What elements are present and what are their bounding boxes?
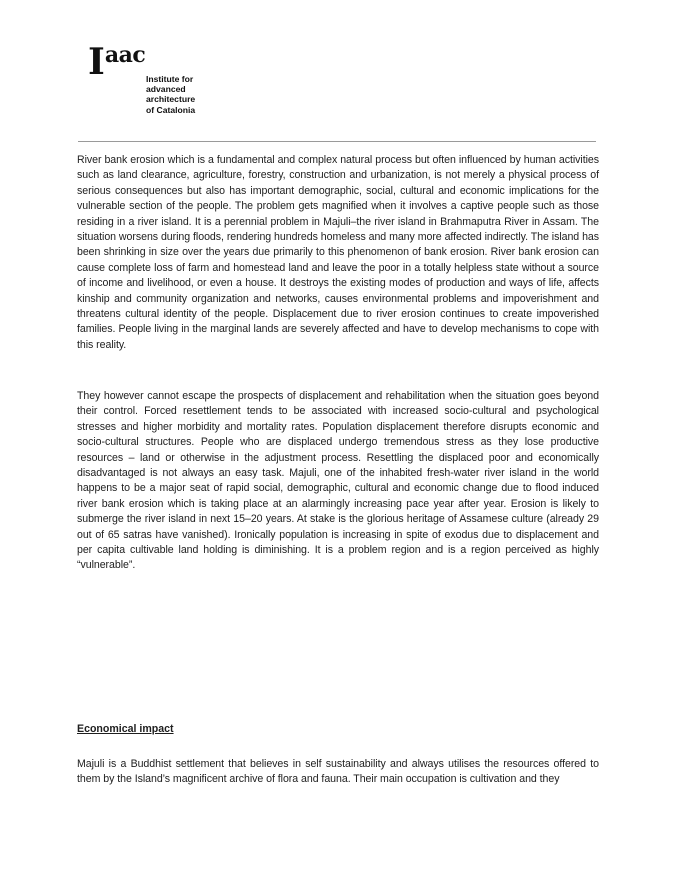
body-paragraph-1: River bank erosion which is a fundamental and complex natural process but often influenced by human activities such as land clearance, agriculture, forestry, construction and urbanization, is not merely a physical process of serious consequences but also has important demographic, social, cultural and economic implications for the vulnerable section of the people. The problem gets magnified when it involves a captive people such as those residing in a river island. It is a perennial problem in Majuli–the river island in Brahmaputra River in Assam. The situation worsens during floods, rendering hundreds homeless and many more affected indirectly. The island has been shrinking in size over the years due primarily to this phenomenon of bank erosion. River bank erosion can cause complete loss of farm and homestead land and leave the poor in a totally helpless state without a source of income and livelihood, or even a house. It destroys the existing modes of production and ways of life, affects kinship and community organization and networks, causes environmental problems and impoverishment and threatens cultural identity of the people. Displacement due to river erosion continues to create impoverished families. People living in the marginal lands are severely affected and have to develop mechanisms to cope with this reality. (77, 154, 599, 351)
logo-line: of Catalonia (146, 104, 196, 115)
logo-institute-name (146, 74, 195, 115)
header-divider (78, 141, 596, 142)
logo-line: advanced (146, 84, 186, 95)
body-paragraph-2: They however cannot escape the prospects of displacement and rehabilitation when the situation goes beyond their control. Forced resettlement tends to be associated with increased socio-cultural and psychological stresses and higher morbidity and mortality rates. Population displacement therefore disrupts economic and socio-cultural structures. People who are displaced undergo tremendous stress as they lose productive resources – land or otherwise in the adjustment process. Resettling the displaced poor and economically disadvantaged is not always an easy task. Majuli, one of the inhabited fresh-water river island in the world happens to be a major seat of rapid social, demographic, cultural and economic change due to flood induced river bank erosion which is taking place at an alarmingly increasing pace year after year. Erosion is likely to submerge the river island in next 15–20 years. At stake is the glorious heritage of Assamese culture (already 29 out of 65 satras have vanished). Ironically population is increasing in spite of exodus due to displacement and per capita cultivable land holding is diminishing. It is a problem region and is a region perceived as highly “vulnerable”. (77, 390, 599, 572)
iaac-logo (88, 41, 208, 120)
logo-letters-aac: aac (104, 42, 146, 68)
body-paragraph-3: Majuli is a Buddhist settlement that believes in self sustainability and always utilises the resources offered to them by the Island’s magnificent archive of flora and fauna. Their main occupation is cultivation and they (77, 758, 599, 786)
logo-letter-i: I (88, 41, 105, 83)
logo-line: Institute for (146, 74, 194, 84)
logo-line: architecture (146, 94, 196, 105)
logo-mark (88, 41, 146, 83)
section-heading: Economical impact (77, 723, 174, 735)
